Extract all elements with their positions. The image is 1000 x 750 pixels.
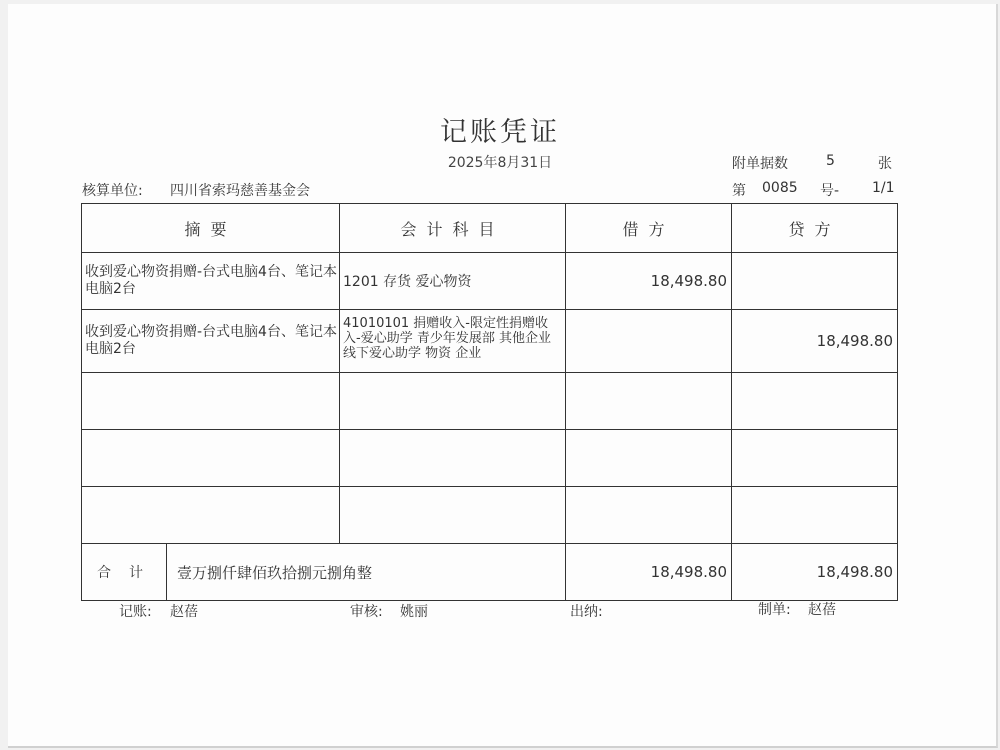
page-indicator: 1/1 [872,180,895,196]
attachment-count: 5 [826,153,835,169]
row-account: 1201 存货 爱心物资 [340,253,566,310]
total-amount-in-words: 壹万捌仟肆佰玖拾捌元捌角整 [177,563,373,582]
accounting-unit-name: 四川省索玛慈善基金会 [170,183,310,199]
total-row [82,544,898,601]
table-header-row [82,204,898,253]
preparer-name: 赵蓓 [808,602,836,618]
reviewer-name: 姚丽 [400,604,428,620]
total-debit: 18,498.80 [566,544,732,601]
row-summary: 收到爱心物资捐赠-台式电脑4台、笔记本电脑2台 [82,310,340,373]
header-credit: 贷方 [732,204,898,253]
table-row-empty [82,430,898,487]
accounting-unit-label: 核算单位: [82,183,143,199]
row-credit: 18,498.80 [732,310,898,373]
header-account: 会计科目 [340,204,566,253]
voucher-number: 0085 [762,180,798,196]
voucher-number-prefix: 第 [732,183,746,199]
attachment-label: 附单据数 [732,156,788,172]
voucher-date: 2025年8月31日 [447,155,553,171]
table-row [82,253,898,310]
cashier-label: 出纳: [570,604,603,620]
voucher-number-suffix: 号- [820,183,840,199]
voucher-title: 记账凭证 [440,117,560,148]
bookkeeper-label: 记账: [119,604,152,620]
preparer-label: 制单: [758,602,791,618]
voucher-table [81,203,898,601]
table-row-empty [82,373,898,430]
bookkeeper-name: 赵蓓 [170,604,198,620]
attachment-unit: 张 [878,156,892,172]
row-debit [566,310,732,373]
row-account: 41010101 捐赠收入-限定性捐赠收入-爱心助学 青少年发展部 其他企业 线下爱心助学 物资 企业 [340,310,566,373]
table-row [82,310,898,373]
total-label: 合计 [82,544,167,600]
total-credit: 18,498.80 [732,544,898,601]
row-summary: 收到爱心物资捐赠-台式电脑4台、笔记本电脑2台 [82,253,340,310]
row-credit [732,253,898,310]
header-summary: 摘要 [82,204,340,253]
table-row-empty [82,487,898,544]
reviewer-label: 审核: [350,604,383,620]
header-debit: 借方 [566,204,732,253]
row-debit: 18,498.80 [566,253,732,310]
